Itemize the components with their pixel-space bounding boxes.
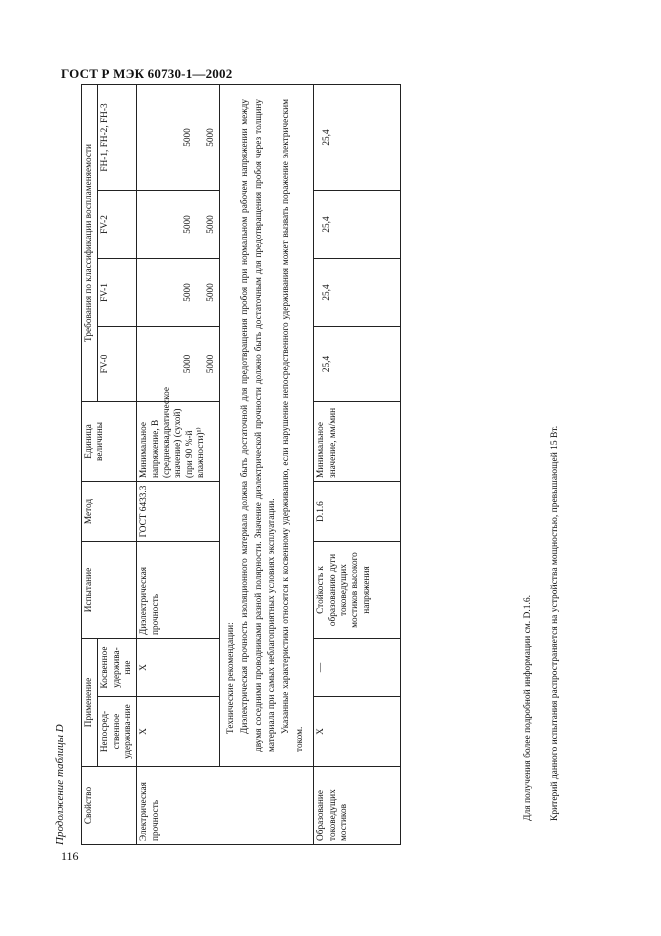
header-row-1 <box>82 84 98 844</box>
header-method: Метод <box>82 482 137 542</box>
header-test: Испытание <box>82 542 137 639</box>
header-fv1: FV-1 <box>98 259 137 327</box>
footnote: Критерий данного испытания распространяется на устройства мощностью, превышающей 15 Вт. <box>549 425 560 821</box>
header-fv0: FV-0 <box>98 327 137 402</box>
cell-fv2 <box>137 191 220 259</box>
header-unit: Единица величины <box>82 402 137 482</box>
cell-indirect: X <box>137 639 220 697</box>
header-requirements: Требования по классификации воспламеняемости <box>82 84 98 401</box>
cell-direct: X <box>314 697 401 767</box>
header-indirect: Косвенное удержива-ние <box>98 639 137 697</box>
value-dry: 5000 <box>183 354 194 374</box>
value-dry: 5000 <box>183 215 194 234</box>
requirements-table <box>81 84 401 845</box>
cell-property: Образование токоведущих мостиков <box>314 767 401 845</box>
cell-method: ГОСТ 6433.3 <box>137 482 220 542</box>
cell-fv1 <box>137 259 220 327</box>
table-row <box>137 84 220 844</box>
header-application: Применение <box>82 639 98 767</box>
cell-fv0 <box>137 327 220 402</box>
header-direct: Непосред-ственное удержива-ние <box>98 697 137 767</box>
cell-property: Электрическая прочность <box>137 767 314 845</box>
cell-fv2: 25,4 <box>314 191 401 259</box>
cell-fv0: 25,4 <box>314 327 401 402</box>
header-fh: FH-1, FH-2, FH-3 <box>98 84 137 190</box>
value-dry: 5000 <box>183 283 194 302</box>
cell-test: Диэлектрическая прочность <box>137 542 220 639</box>
value-humid: 5000 <box>205 128 216 147</box>
cell-fh <box>137 84 220 190</box>
table-row <box>314 84 401 844</box>
cell-indirect: — <box>314 639 401 697</box>
notes-paragraph: Диэлектрическая прочность изоляционного материала должна быть достаточной для предотвращения пробоя при нормальном рабочем напряжении между двумя соседними проводниками разной полярности. Значение диэлектрической прочности должно быть достаточным для предотвращения пробоя через толщину материала при самых неблагоприятных условиях эксплуатации. <box>239 98 278 752</box>
value-humid: 5000 <box>205 354 216 374</box>
document-header: ГОСТ Р МЭК 60730-1—2002 <box>61 66 233 81</box>
cell-direct: X <box>137 697 220 767</box>
header-property: Свойство <box>82 767 137 845</box>
cell-unit: Минимальное значение, мм/мин <box>314 402 401 482</box>
rotated-content <box>54 85 634 845</box>
header-fv2: FV-2 <box>98 191 137 259</box>
technical-notes <box>220 84 314 766</box>
value-dry: 5000 <box>183 128 194 147</box>
cell-method: D.1.6 <box>314 482 401 542</box>
notes-paragraph: Указанные характеристики относятся к косвенному удерживанию, если нарушение непосредственного удерживания может вызвать поражение электрическим током. <box>280 98 305 752</box>
value-humid: 5000 <box>205 283 216 302</box>
footnote: Для получения более подробной информации см. D.1.6. <box>523 594 533 821</box>
notes-row <box>220 84 314 844</box>
cell-test: Стойкость к образованию дуги токоведущих мостиков высокого напряжения <box>314 542 401 639</box>
footnotes <box>523 85 577 845</box>
value-humid: 5000 <box>205 215 216 234</box>
notes-heading: Технические рекомендации: <box>226 622 237 734</box>
cell-fv1: 25,4 <box>314 259 401 327</box>
cell-fh: 25,4 <box>314 84 401 190</box>
continuation-label: Продолжение таблицы D <box>54 724 66 845</box>
cell-unit: Минимальное напряжение, В (среднеквадратическое значение) (сухой) (при 90 %-й влажности)¹⁾ <box>137 402 220 482</box>
page-number: 116 <box>61 849 79 863</box>
